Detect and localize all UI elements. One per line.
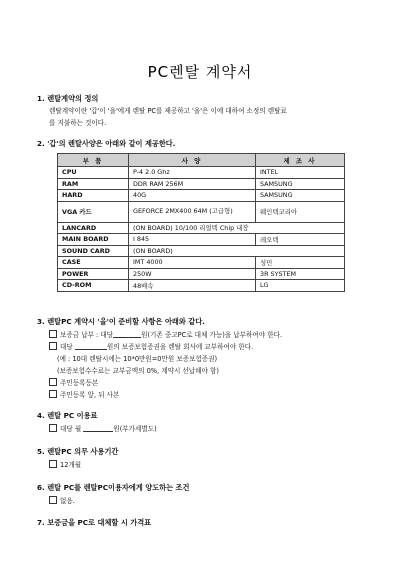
maker-cell: SAMSUNG [256,178,345,190]
spec-table [57,153,345,292]
table-row [58,167,345,179]
section-7-heading: 7. 보증금을 PC로 대체할 시 가격표 [37,518,152,527]
transfer-condition-item: 없음. [49,495,75,505]
part-cell: SOUND CARD [58,245,129,257]
section-1-body-line-1: 렌탈계약이란 '갑'이 '을'에게 렌탈 PC를 제공하고 '을'은 이에 대하여 소정의 렌탈료 [49,107,287,115]
spec-cell: (ON BOARD) 10/100 리얼텍 Chip 내장 [129,222,345,234]
spec-cell: P-4 2.0 Ghz [129,167,256,179]
header-maker: 제 조 사 [256,154,345,167]
monthly-fee-line: 대당 월 원(부가세별도) [49,423,157,433]
part-cell: POWER [58,268,129,280]
table-row [58,234,345,246]
maker-cell: 3R SYSTEM [256,268,345,280]
table-row [58,257,345,269]
part-cell: MAIN BOARD [58,234,129,246]
fee-note: (보증보험수수료는 교부금액의 0%, 계약시 선납해야 함) [57,367,219,375]
spec-cell: I 845 [129,234,256,246]
table-row [58,280,345,292]
spec-cell: 40G [129,190,256,202]
checkbox-icon [49,460,57,468]
spec-cell: DDR RAM 256M [129,178,256,190]
header-part: 부 품 [58,154,129,167]
table-row [58,222,345,234]
part-cell: CASE [58,257,129,269]
checkbox-icon [49,424,57,432]
section-1-body-line-2: 를 지불하는 것이다. [49,119,107,127]
deposit-line: 보증금 납부 : 대당 원(기존 중고PC로 대체 가능)을 납부하여야 한다. [49,329,282,339]
part-cell: LANCARD [58,222,129,234]
page-title: PC렌탈 계약서 [147,63,253,81]
insurance-line: 대당 원의 보증보험증권을 렌탈 회사에 교부하여야 한다. [49,341,253,351]
section-6-heading: 6. 렌탈 PC를 렌탈PC이용자에게 양도하는 조건 [37,483,190,492]
id-copy-item: 주민등록 앞, 뒤 사본 [49,389,119,399]
checkbox-icon [49,330,57,338]
maker-cell: INTEL [256,167,345,179]
maker-cell: LG [256,280,345,292]
checkbox-icon [49,378,57,386]
table-row [58,190,345,202]
part-cell: CD-ROM [58,280,129,292]
part-cell: VGA 카드 [58,201,129,222]
section-4-heading: 4. 렌탈 PC 이용료 [37,411,98,420]
usage-period-item: 12개월 [49,459,81,469]
section-1-heading: 1. 렌탈계약의 정의 [37,94,99,103]
checkbox-icon [49,342,57,350]
section-3-heading: 3. 렌탈PC 계약시 '을'이 준비할 사항은 아래와 같다. [37,317,205,326]
header-spec: 사 양 [129,154,256,167]
deposit-blank [113,330,141,338]
example-note: (예 : 10대 렌탈시에는 10*0만원=0만원 보증보험증권) [57,355,218,363]
resident-register-item: 주민등록등본 [49,377,98,387]
maker-cell: 레오텍 [256,234,345,246]
spec-cell: GEFORCE 2MX400 64M (고급형) [129,201,256,222]
table-row [58,201,345,222]
maker-cell: 웨인텍코리아 [256,201,345,222]
section-2-heading: 2. '갑'의 렌탈사양은 아래와 같이 제공한다. [37,139,176,148]
spec-cell: 250W [129,268,256,280]
maker-cell: 성민 [256,257,345,269]
checkbox-icon [49,496,57,504]
part-cell: HARD [58,190,129,202]
spec-cell: 48배속 [129,280,256,292]
fee-blank [83,424,113,432]
table-row [58,245,345,257]
table-header-row [58,154,345,167]
spec-cell: (ON BOARD) [129,245,345,257]
section-5-heading: 5. 렌탈PC 의무 사용기간 [37,447,119,456]
checkbox-icon [49,390,57,398]
spec-cell: IMT 4000 [129,257,256,269]
part-cell: RAM [58,178,129,190]
maker-cell: SAMSUNG [256,190,345,202]
part-cell: CPU [58,167,129,179]
table-row [58,178,345,190]
insurance-blank [75,342,107,350]
table-row [58,268,345,280]
